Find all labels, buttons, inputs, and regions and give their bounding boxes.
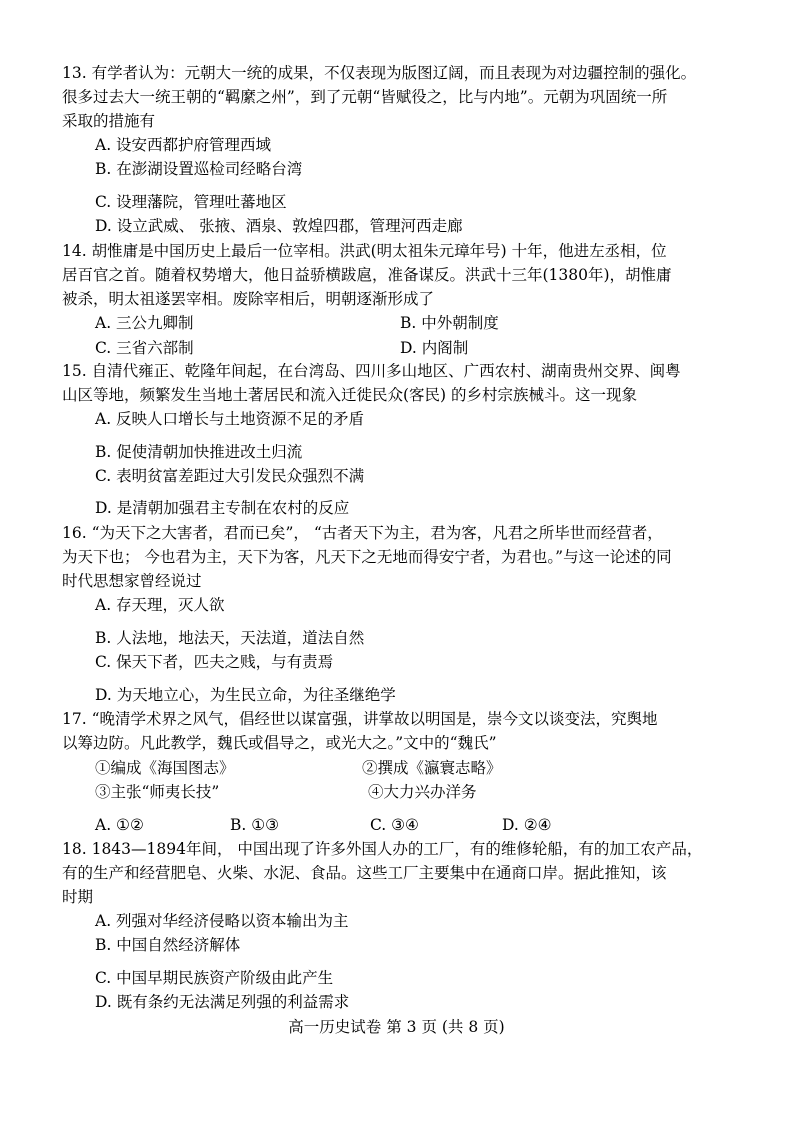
- q18-stem-line-3: 时期: [62, 888, 94, 906]
- q16-stem-line-3: 时代思想家曾经说过: [62, 572, 202, 590]
- q17-stem-line-2: 以筹边防。凡此教学，魏氏或倡导之，或光大之。”文中的“魏氏”: [62, 734, 497, 752]
- q17-option-c: C. ③④: [370, 816, 419, 834]
- q18-option-c: C. 中国早期民族资产阶级由此产生: [95, 969, 334, 987]
- q15-stem-line-1: 15. 自清代雍正、乾隆年间起，在台湾岛、四川多山地区、广西农村、湖南贵州交界、闽粤: [62, 362, 681, 380]
- q13-option-c: C. 设理藩院，管理吐蕃地区: [95, 193, 287, 211]
- q17-item-4: ④大力兴办洋务: [368, 783, 477, 801]
- q16-option-c: C. 保天下者，匹夫之贱，与有责焉: [95, 653, 334, 671]
- q13-option-d: D. 设立武威、 张掖、酒泉、敦煌四郡，管理河西走廊: [95, 217, 463, 235]
- q16-stem-line-2: 为天下也； 今也君为主，天下为客，凡天下之无地而得安宁者，为君也。”与这一论述的同: [62, 548, 672, 566]
- page-footer: 高一历史试卷 第 3 页 (共 8 页): [288, 1018, 505, 1036]
- q18-stem-line-2: 有的生产和经营肥皂、火柴、水泥、食品。这些工厂主要集中在通商口岸。据此推知，该: [62, 864, 667, 882]
- q14-stem-line-1: 14. 胡惟庸是中国历史上最后一位宰相。洪武(明太祖朱元璋年号) 十年，他进左丞相，位: [62, 242, 667, 260]
- q16-stem-line-1: 16. “为天下之大害者，君而已矣”， “古者天下为主，君为客，凡君之所毕世而经营者，: [62, 524, 663, 542]
- q14-stem-line-3: 被杀，明太祖遂罢宰相。废除宰相后，明朝逐渐形成了: [62, 290, 435, 308]
- q18-option-d: D. 既有条约无法满足列强的利益需求: [95, 993, 350, 1011]
- q15-stem-line-2: 山区等地，频繁发生当地土著居民和流入迁徙民众(客民) 的乡村宗族械斗。这一现象: [62, 386, 638, 404]
- q13-option-a: A. 设安西都护府管理西域: [95, 136, 272, 154]
- q15-option-d: D. 是清朝加强君主专制在农村的反应: [95, 499, 350, 517]
- q17-item-2: ②撰成《瀛寰志略》: [362, 759, 502, 777]
- q14-option-a: A. 三公九卿制: [95, 314, 194, 332]
- q15-option-a: A. 反映人口增长与土地资源不足的矛盾: [95, 410, 365, 428]
- q14-option-b: B. 中外朝制度: [400, 314, 499, 332]
- q17-option-a: A. ①②: [95, 816, 144, 834]
- q18-option-a: A. 列强对华经济侵略以资本输出为主: [95, 912, 349, 930]
- q17-option-b: B. ①③: [230, 816, 280, 834]
- q16-option-b: B. 人法地，地法天，天法道，道法自然: [95, 629, 365, 647]
- q14-stem-line-2: 居百官之首。随着权势增大，他日益骄横跋扈，准备谋反。洪武十三年(1380年)，胡惟庸: [62, 266, 672, 284]
- q17-item-1: ①编成《海国图志》: [95, 759, 235, 777]
- q18-stem-line-1: 18. 1843—1894年间， 中国出现了许多外国人办的工厂，有的维修轮船，有的加工农产品，: [62, 840, 703, 858]
- q17-item-3: ③主张“师夷长技”: [95, 783, 220, 801]
- q13-stem-line-3: 采取的措施有: [62, 112, 156, 130]
- q16-option-a: A. 存天理，灭人欲: [95, 596, 225, 614]
- q18-option-b: B. 中国自然经济解体: [95, 936, 241, 954]
- q13-option-b: B. 在澎湖设置巡检司经略台湾: [95, 160, 303, 178]
- q14-option-c: C. 三省六部制: [95, 339, 194, 357]
- q13-stem-line-2: 很多过去大一统王朝的“羁縻之州”，到了元朝“皆赋役之，比与内地”。元朝为巩固统一所: [62, 88, 668, 106]
- q16-option-d: D. 为天地立心，为生民立命，为往圣继绝学: [95, 686, 396, 704]
- q13-stem-line-1: 13. 有学者认为：元朝大一统的成果，不仅表现为版图辽阔，而且表现为对边疆控制的强化。: [62, 64, 697, 82]
- q15-option-c: C. 表明贫富差距过大引发民众强烈不满: [95, 467, 365, 485]
- q17-option-d: D. ②④: [502, 816, 552, 834]
- q15-option-b: B. 促使清朝加快推进改土归流: [95, 443, 303, 461]
- q17-stem-line-1: 17. “晚清学术界之风气，倡经世以谋富强，讲掌故以明国是，崇今文以谈变法，究舆地: [62, 710, 658, 728]
- q14-option-d: D. 内阁制: [400, 339, 469, 357]
